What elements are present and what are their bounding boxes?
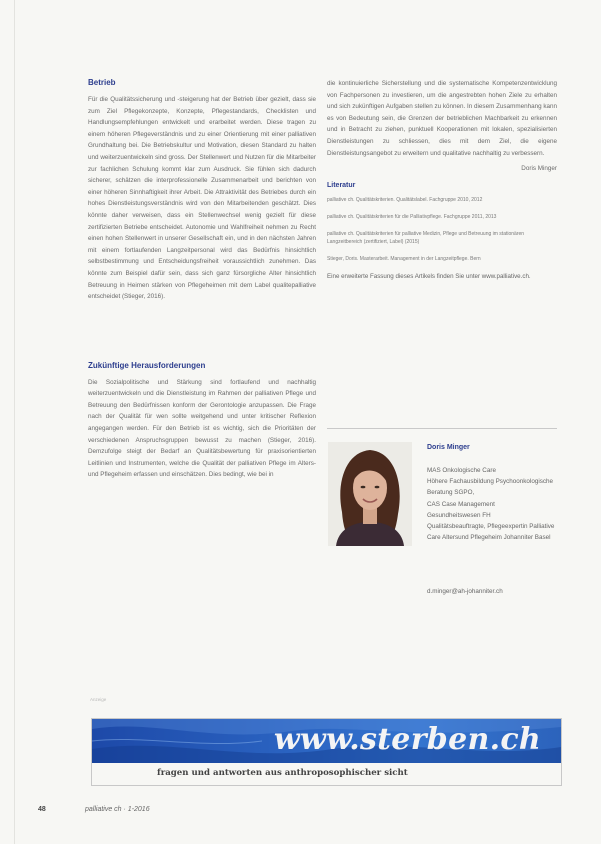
ad-url[interactable]: www.sterben.ch [273, 722, 541, 757]
ad-tagline: fragen und antworten aus anthroposophischer sicht [157, 768, 408, 778]
literature-heading: Literatur [327, 182, 356, 190]
article-signature: Doris Minger [521, 165, 557, 173]
page-number: 48 [38, 806, 46, 813]
ad-banner[interactable] [91, 718, 562, 765]
author-name: Doris Minger [427, 444, 470, 451]
literature-item: palliative ch. Qualitätskriterien für die Palliativpflege. Fachgruppe 2011, 2013 [327, 214, 497, 221]
ad-label: Anzeige [90, 697, 107, 702]
section-body-challenges: Die Sozialpolitische und Stärkung sind fortlaufend und nachhaltig weiterzuentwickeln und die Dienstleistung im Rahmen der palliativen Pflege und Betreuung den Bedürfnissen konform der Gerontologie anzupassen. Die Frage nach der Qualität für wen sollte weitgehend und unter kritischer Reflexion angegangen werden. Für den Betrieb ist es wichtig, sich die Prioritäten der verschiedenen Anspruchsgruppen bewusst zu machen (Stieger, 2016). Demzufolge steigt der Bedarf an Qualitätsbewertung für praxisorientierten Leitlinien und Instrumenten, welche die Qualität der palliativen Pflege im Alters- und Pflegeheim erfassen und einschätzen. Dies bedingt, wie bei in [88, 378, 316, 479]
section-title-betrieb: Betrieb [88, 78, 116, 87]
page-footer [38, 806, 150, 813]
page-edge [14, 0, 15, 844]
section-title-challenges: Zukünftige Herausforderungen [88, 360, 206, 370]
extended-version-note: Eine erweiterte Fassung dieses Artikels finden Sie unter www.palliative.ch. [327, 273, 531, 281]
left-column [88, 78, 316, 481]
literature-item: Stieger, Doris. Masterarbeit. Management in der Langzeitpflege. Bern [327, 256, 481, 263]
author-photo [328, 442, 412, 546]
magazine-info: palliative ch · 1-2016 [85, 806, 150, 813]
right-body-text: die kontinuierliche Sicherstellung und die systematische Kompetenzentwicklung von Fachpersonen zu investieren, um die angestrebten hohen Ziele zu erhalten und sich zukünftigen Aufgaben stellen zu können. In diesem Zusammenhang kann es von Bedeutung sein, die Grenzen der betrieblichen Machbarkeit zu erkennen und in Betracht zu ziehen, punktuell Kooperationen mit lokalen, spezialisierten Dienstleistungen zu schliessen, dies mit dem Ziel, die eigene Dienstleistungsangebot zu erweitern und qualitative nachhaltig zu verbessern. [327, 80, 557, 157]
section-body-betrieb: Für die Qualitätssicherung und -steigerung hat der Betrieb über gezielt, dass sie zum Ziel Pflegekonzepte, Konzepte, Pflegestandards, Checklisten und Handlungsempfehlungen entwickelt und erarbeitet werden. Diese tragen zu einem höheren Pflegeverständnis und zu einer Orientierung mit einer palliativen Grundhaltung bei. Die Betriebskultur und Motivation, diesen Standard zu halten und weiterzuentwickeln sind gross. Der Stellenwert und Nutzen für die Mitarbeiter zur fachlichen Schulung kommt klar zum Ausdruck. Sie fühlen sich dadurch sicherer, schätzen die interprofessionelle Zusammenarbeit und berichten von einer höheren Sinnhaftigkeit ihrer Arbeit. Die Attraktivität des Betriebes durch ein hohes Dienstleistungsverständnis wird von den Mitarbeitenden geschätzt. Dies könnte daher verweisen, dass ein Stellenwechsel wenig gezielt für diese zertifizierten Betriebe entscheidet. Autonomie und Wahlfreiheit nehmen zu Recht einen hohen Stellenwert in unserer Gesellschaft ein, und in den nächsten Jahren mit einem fortlaufenden Langzeitpersonal wird das Bedürfnis hinsichtlich selbstbestimmung und Entscheidungsfreiheit voraussichtlich zunehmen. Das könnte zum Beispiel dafür sein, dass sich ganz fürsorgliche Alter hinsichtlich Betreuung in Heimen stärken von Pflegeheimen mit dem Label qualitepalliative entscheidet (Stieger, 2016). [88, 96, 316, 301]
author-bio: MAS Onkologische Care Höhere Fachausbildung Psychoonkologische Beratung SGPO, CAS Case Management Gesundheitswesen FH Qualitätsbeauftragte, Pflegeexpertin Palliative Care Altersund Pflegeheim Johanniter Basel [427, 467, 555, 542]
right-column [327, 78, 557, 282]
author-email[interactable]: d.minger@ah-johanniter.ch [427, 588, 503, 595]
literature-item: palliative ch. Qualitätskriterien für palliative Medizin, Pflege und Betreuung im stationären Langzeitbereich (zertifiziert, Label) (2015) [327, 231, 525, 246]
author-divider [327, 428, 557, 429]
literature-item: palliative ch. Qualitätskriterien. Qualitätslabel. Fachgruppe 2010, 2012 [327, 197, 483, 204]
ad-tagline-bar [91, 763, 562, 786]
